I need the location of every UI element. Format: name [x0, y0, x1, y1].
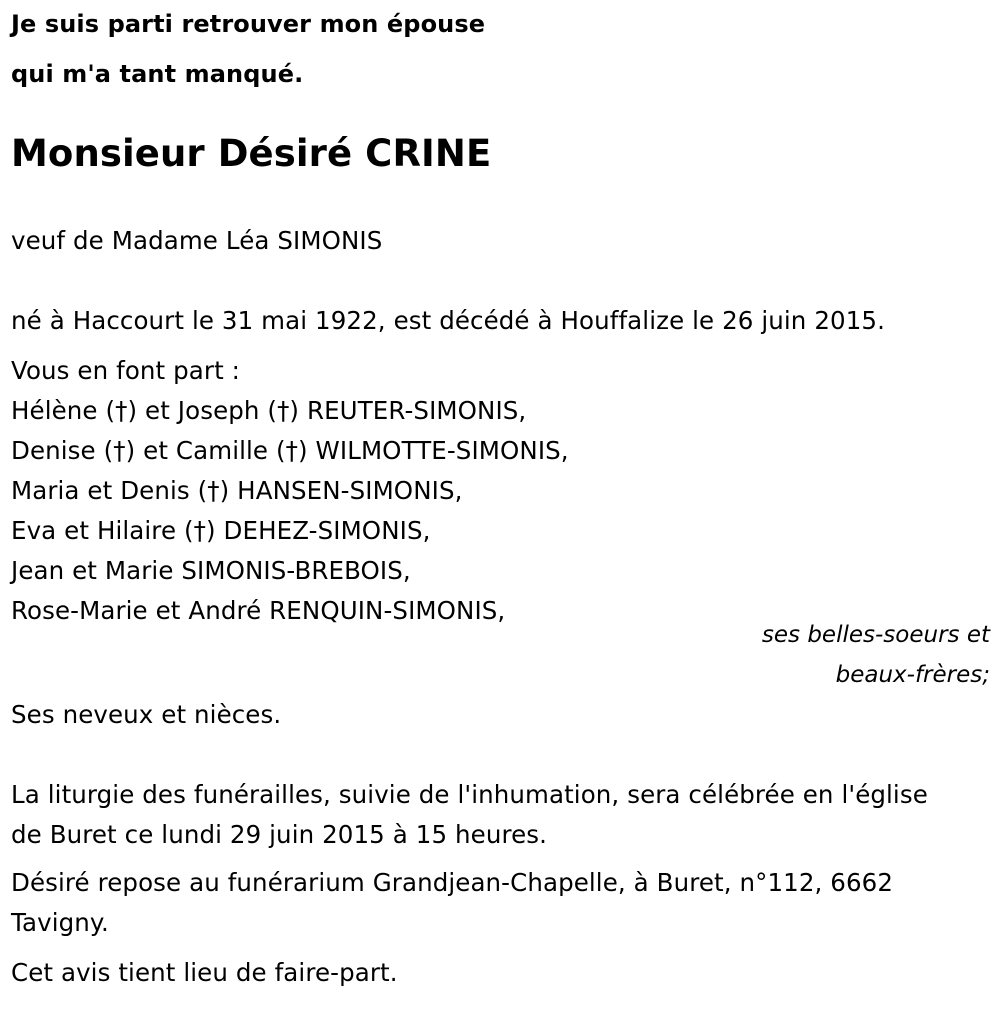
- birth-death: né à Haccourt le 31 mai 1922, est décédé à Houffalize le 26 juin 2015.: [11, 306, 885, 335]
- family-role-line-2: beaux-frères;: [835, 662, 990, 688]
- family-line-2: Denise (†) et Camille (†) WILMOTTE-SIMONIS,: [11, 436, 569, 465]
- widower-of: veuf de Madame Léa SIMONIS: [11, 226, 383, 255]
- family-role-line-1: ses belles-soeurs et: [761, 622, 990, 648]
- funeral-line-1: La liturgie des funérailles, suivie de l'inhumation, sera célébrée en l'église: [11, 780, 928, 809]
- nephews-nieces: Ses neveux et nièces.: [11, 700, 282, 729]
- family-line-6: Rose-Marie et André RENQUIN-SIMONIS,: [11, 596, 506, 625]
- announcers-intro: Vous en font part :: [11, 356, 241, 385]
- family-line-1: Hélène (†) et Joseph (†) REUTER-SIMONIS,: [11, 396, 527, 425]
- rest-line-1: Désiré repose au funérarium Grandjean-Chapelle, à Buret, n°112, 6662: [11, 868, 894, 897]
- family-line-3: Maria et Denis (†) HANSEN-SIMONIS,: [11, 476, 463, 505]
- funeral-line-2: de Buret ce lundi 29 juin 2015 à 15 heures.: [11, 820, 548, 849]
- quote-line-2: qui m'a tant manqué.: [11, 60, 304, 88]
- rest-line-2: Tavigny.: [11, 908, 109, 937]
- family-line-5: Jean et Marie SIMONIS-BREBOIS,: [11, 556, 411, 585]
- deceased-name: Monsieur Désiré CRINE: [11, 132, 492, 175]
- closing-note: Cet avis tient lieu de faire-part.: [11, 958, 398, 987]
- family-line-4: Eva et Hilaire (†) DEHEZ-SIMONIS,: [11, 516, 431, 545]
- quote-line-1: Je suis parti retrouver mon épouse: [11, 10, 486, 38]
